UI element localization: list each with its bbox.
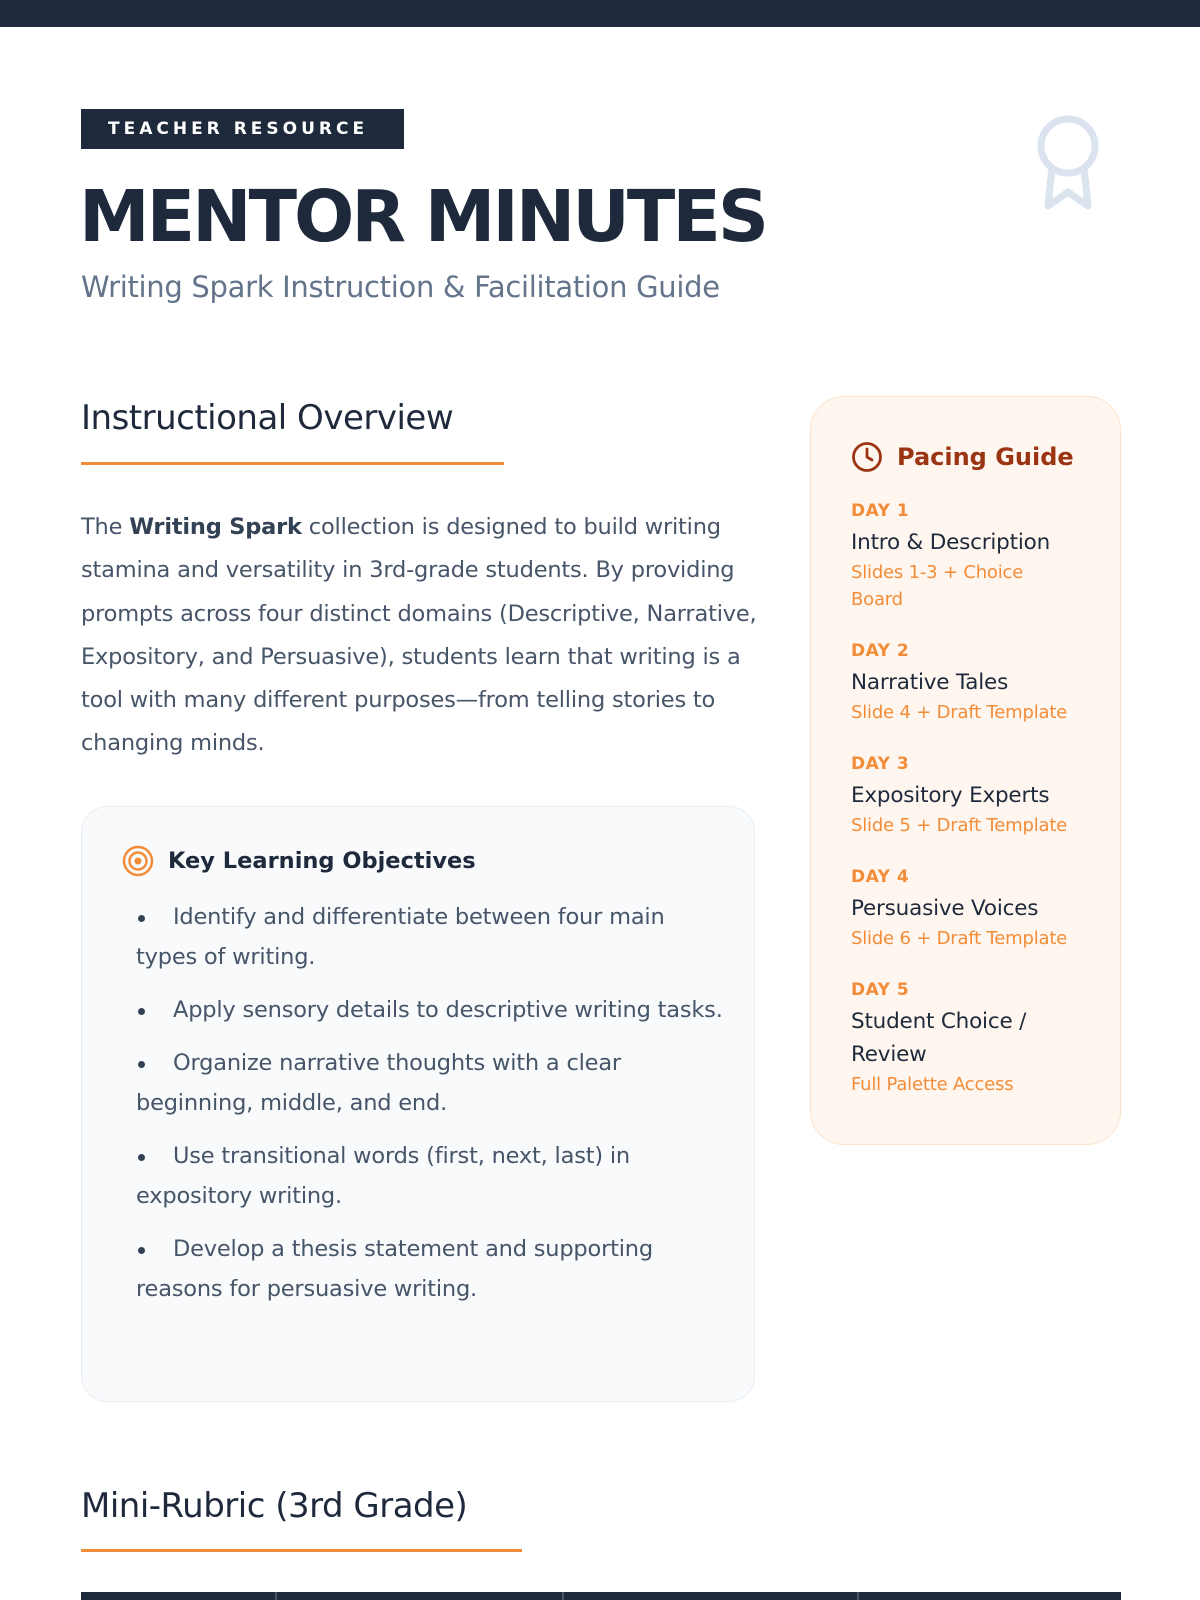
day-name: Intro & Description	[851, 530, 1051, 555]
pacing-day-1	[851, 496, 1101, 613]
objective-item: Develop a thesis statement and supporting reasons for persuasive writing.	[136, 1229, 726, 1309]
day-name: Expository Experts	[851, 783, 1050, 808]
pacing-day-2	[851, 636, 1101, 726]
objective-item: Organize narrative thoughts with a clear beginning, middle, and end.	[136, 1043, 726, 1123]
collection-name: Writing Spark	[129, 514, 302, 540]
day-resources: Slide 6 + Draft Template	[851, 928, 1068, 949]
teacher-resource-badge: TEACHER RESOURCE	[81, 109, 404, 149]
day-resources: Full Palette Access	[851, 1074, 1014, 1095]
day-label: DAY 2	[851, 641, 910, 661]
objective-item: Apply sensory details to descriptive writing tasks.	[136, 990, 726, 1030]
overview-heading-underline	[81, 462, 504, 465]
overview-intro: The Writing Spark collection is designed to build writing stamina and versatility in 3rd-grade students. By providing prompts across four distinct domains (Descriptive, Narrative, Expository, and Persuasive), students learn that writing is a tool with many different purposes—from telling stories to changing minds.	[81, 514, 757, 757]
page-subtitle: Writing Spark Instruction & Facilitation Guide	[81, 270, 720, 304]
day-name: Persuasive Voices	[851, 896, 1039, 921]
pacing-day-3	[851, 749, 1101, 839]
day-resources: Slides 1-3 + Choice Board	[851, 562, 1024, 610]
day-resources: Slide 5 + Draft Template	[851, 815, 1068, 836]
pacing-day-4	[851, 862, 1101, 952]
target-icon	[122, 845, 154, 877]
award-ribbon-icon	[1030, 106, 1106, 216]
overview-heading: Instructional Overview	[81, 398, 454, 438]
pacing-title: Pacing Guide	[897, 443, 1074, 471]
day-name: Student Choice / Review	[851, 1009, 1027, 1067]
rubric-table-header-edge	[81, 1592, 1121, 1600]
objectives-title: Key Learning Objectives	[168, 848, 476, 874]
objectives-list	[136, 897, 726, 1322]
day-label: DAY 4	[851, 867, 910, 887]
day-name: Narrative Tales	[851, 670, 1009, 695]
top-bar	[0, 0, 1200, 27]
objectives-header	[122, 845, 476, 877]
rubric-heading: Mini-Rubric (3rd Grade)	[81, 1486, 468, 1526]
day-label: DAY 5	[851, 980, 910, 1000]
rubric-heading-underline	[81, 1549, 522, 1552]
day-resources: Slide 4 + Draft Template	[851, 702, 1068, 723]
objective-item: Identify and differentiate between four main types of writing.	[136, 897, 726, 977]
clock-icon	[851, 441, 883, 473]
day-label: DAY 3	[851, 754, 910, 774]
pacing-header	[851, 441, 1074, 473]
page-title: MENTOR MINUTES	[79, 175, 766, 258]
day-label: DAY 1	[851, 501, 910, 521]
learning-objectives-card	[81, 806, 755, 1402]
pacing-day-5	[851, 975, 1051, 1098]
pacing-guide-card	[810, 396, 1121, 1145]
objective-item: Use transitional words (first, next, last) in expository writing.	[136, 1136, 726, 1216]
